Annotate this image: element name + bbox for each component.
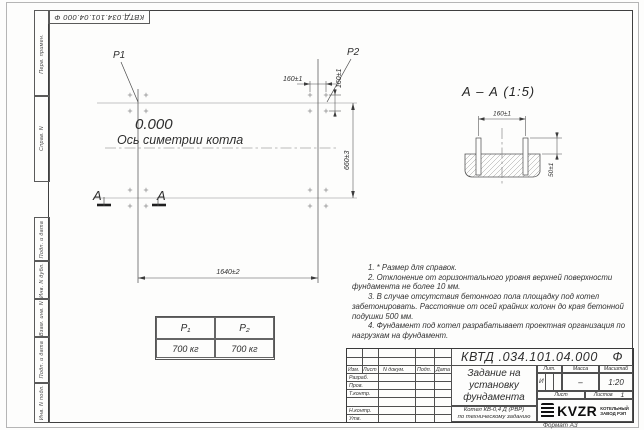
load-table [155,316,275,360]
lit-header: Лит. [537,365,562,373]
svg-text:160±1: 160±1 [283,76,303,83]
sheets-cell [585,391,633,399]
scale-header: Масштаб [599,365,633,373]
grid-line [553,373,554,391]
margin-box-sprav-n [34,95,50,182]
grid-line [347,406,451,407]
grid-line [378,349,379,422]
subtitle-line2: по техническому заданию [457,414,531,420]
margin-label: Подп. и дата [39,341,45,379]
document-title-cell: Задание на установку фундамента [451,365,537,406]
kvzr-logo-text: KVZR [557,402,598,419]
grid-line [347,397,451,398]
col-list: Лист [363,367,377,373]
row-razrab: Разраб. [349,374,369,381]
grid-line [415,349,416,422]
top-rotated-stamp [48,10,150,24]
grid-line [347,414,451,415]
level-mark: 0.000 [135,116,173,133]
margin-box-podp-data-1 [34,217,50,262]
top-stamp-text: КВТД.034.101.04.000 Ф [53,12,145,22]
sheets-label: Листов [593,392,613,398]
grid-line [347,389,451,390]
scale-value: 1:20 [599,373,633,391]
load-table-header-p1: P₁ [156,317,215,339]
format-label: Формат А3 [543,421,578,429]
section-view [450,100,585,200]
grid-line [347,381,451,382]
col-data: Дата [436,367,450,373]
sheet-cell: Лист [537,391,585,399]
subtitle-line1: Котел КВ-0,4 Д (РВР) [463,407,525,413]
section-cut-marks [92,188,166,206]
col-ndocum: N докум. [383,367,405,373]
margin-label: Подп. и дата [39,220,45,259]
grid-line [347,357,451,358]
dimension-depth [344,103,355,198]
margin-box-vzam-inv [34,298,50,338]
svg-text:160±1: 160±1 [336,68,343,88]
note-4: 4. Фундамент под котел разрабатывает проектная организация по нагрузкам на фундамент. [352,321,626,340]
plan-view [85,45,375,305]
col-podp: Подп. [417,367,432,373]
margin-box-inv-dubl [34,260,50,300]
section-letter-left: А [93,188,102,203]
svg-text:50±1: 50±1 [548,162,555,177]
plan-axis-lines [93,59,357,283]
mass-header: Масса [562,365,599,373]
kvzr-logo-icon [541,403,554,418]
dimension-width [138,269,318,280]
section-letter-right: А [157,188,166,203]
margin-label: Перв. примен. [39,33,45,74]
designation-suffix: Ф [612,350,623,364]
kvzr-logo-caption: КОТЕЛЬНЫЙ ЗАВОД РЭП [600,405,629,416]
load-table-value-p1: 700 кг [156,339,215,358]
technical-notes [352,263,634,341]
grid-line [347,365,451,366]
document-subtitle-cell [451,406,537,422]
anchor-bolt-left [476,138,481,175]
row-nkontr: Н.контр. [349,407,372,414]
title-block [346,348,634,423]
dimension-bolt-spacing-v [329,68,343,117]
load-point-leaders [113,47,360,102]
row-utv: Утв. [349,415,362,422]
margin-label: Взам. инв. N [39,300,45,336]
lit-value: И [539,378,544,385]
company-logo-cell [537,399,633,422]
note-3: 3. В случае отсутствия бетонного пола площадку под котел забетонировать. Расстояние от осей крайних колонн до края бетонной подушки 500 мм. [352,292,624,321]
symmetry-axis-label: Ось симетрии котла [117,133,244,147]
load-table-header-p2: P₂ [215,317,274,339]
margin-box-podp-data-2 [34,336,50,384]
dimension-bolt-spacing-h [283,76,339,92]
designation-number: КВТД .034.101.04.000 [461,350,598,364]
row-prov: Пров. [349,382,363,389]
anchor-bolt-right [523,138,528,175]
svg-text:1640±2: 1640±2 [216,269,240,276]
col-izm: Изм. [348,367,360,373]
svg-text:160±1: 160±1 [492,110,512,118]
section-view-title: А – А (1:5) [462,84,536,99]
grid-line [434,349,435,422]
margin-box-perv-primen [34,10,50,97]
grid-line [545,373,546,391]
note-1: 1. * Размер для справок. [368,263,457,272]
designation-cell [451,349,633,365]
load-label-p1: P1 [113,50,126,61]
mass-value: – [562,373,599,391]
margin-box-inv-podl [34,382,50,423]
grid-line [347,373,451,374]
load-table-value-p2: 700 кг [215,339,274,358]
note-2: 2. Отклонение от горизонтального уровня верхней поверхности фундамента не более 10 мм. [352,272,613,292]
margin-label: Инв. N подл. [39,384,45,421]
load-label-p2: P2 [347,47,360,58]
row-tkontr: Т.контр. [349,390,371,397]
sheets-value: 1 [620,391,625,399]
svg-text:660±3: 660±3 [344,150,351,170]
margin-label: Справ. N [39,126,45,151]
margin-label: Инв. N дубл. [39,262,45,298]
